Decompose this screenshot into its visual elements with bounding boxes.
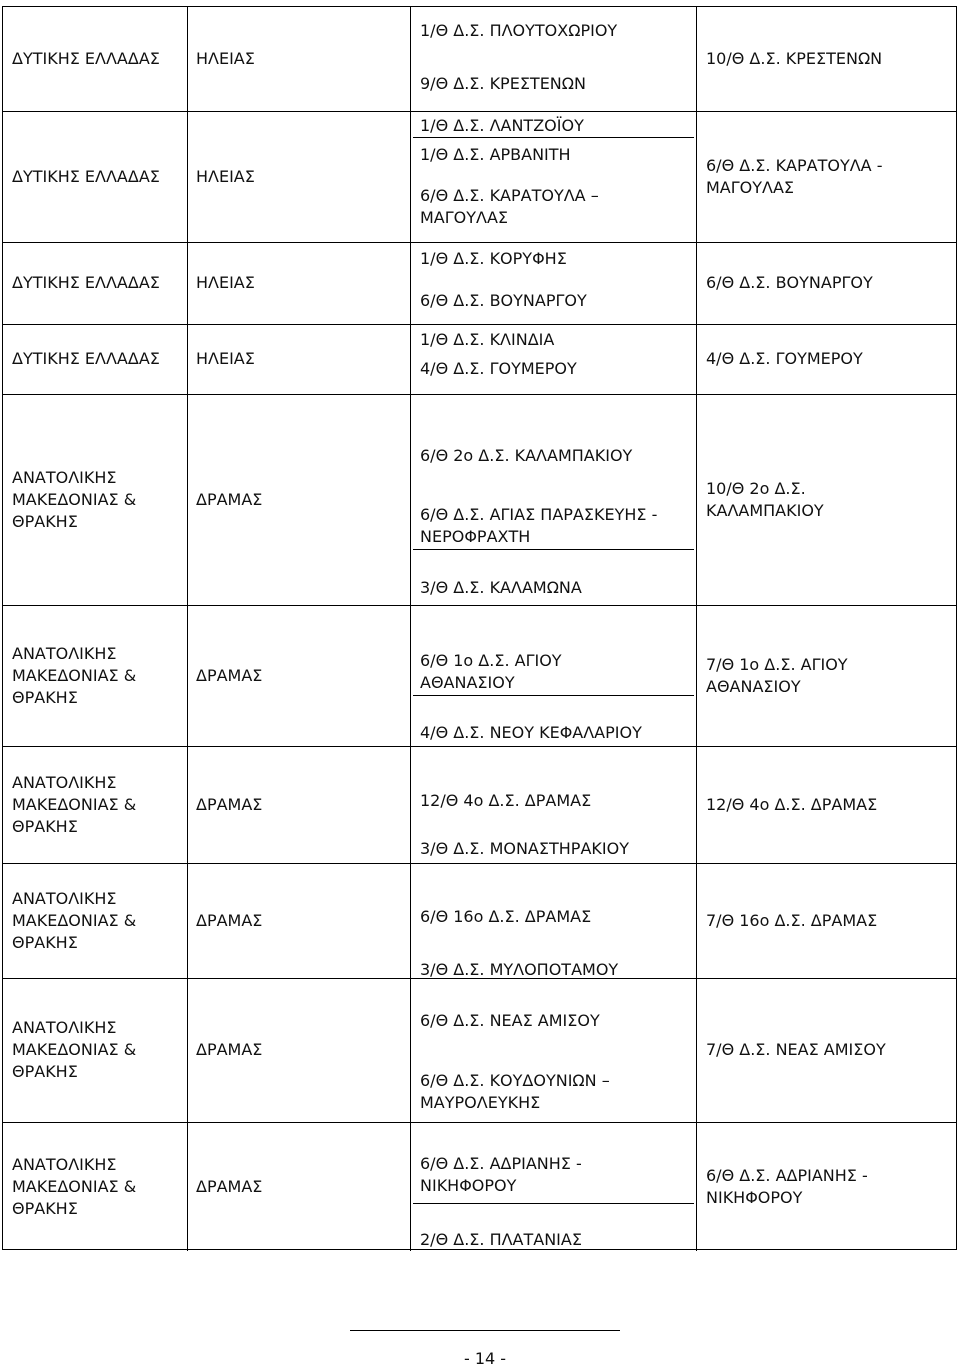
table-row — [3, 746, 956, 864]
school-entry: 6/Θ Δ.Σ. ΝΕΑΣ ΑΜΙΣΟΥ — [420, 1011, 600, 1030]
table-row — [3, 7, 956, 112]
school-entry: 2/Θ Δ.Σ. ΠΛΑΤΑΝΙΑΣ — [420, 1230, 582, 1249]
prefecture-cell: ΔΡΑΜΑΣ — [196, 489, 263, 509]
result-cell: 12/Θ 4ο Δ.Σ. ΔΡΑΜΑΣ — [706, 794, 878, 814]
result-cell: 7/Θ Δ.Σ. ΝΕΑΣ ΑΜΙΣΟΥ — [706, 1040, 886, 1059]
prefecture-cell: ΔΡΑΜΑΣ — [196, 665, 263, 685]
region-cell: ΑΝΑΤΟΛΙΚΗΣ ΜΑΚΕΔΟΝΙΑΣ & ΘΡΑΚΗΣ — [12, 888, 137, 952]
school-entry: 6/Θ Δ.Σ. ΚΟΥΔΟΥΝΙΩΝ – ΜΑΥΡΟΛΕΥΚΗΣ — [420, 1071, 610, 1112]
region-cell: ΔΥΤΙΚΗΣ ΕΛΛΑΔΑΣ — [12, 349, 160, 368]
region-cell: ΑΝΑΤΟΛΙΚΗΣ ΜΑΚΕΔΟΝΙΑΣ & ΘΡΑΚΗΣ — [12, 772, 137, 836]
table-row — [3, 111, 956, 243]
school-entry: 6/Θ Δ.Σ. ΑΓΙΑΣ ΠΑΡΑΣΚΕΥΗΣ - ΝΕΡΟΦΡΑΧΤΗ — [420, 505, 658, 546]
table-row — [3, 1122, 956, 1251]
school-entry: 3/Θ Δ.Σ. ΜΟΝΑΣΤΗΡΑΚΙΟΥ — [420, 839, 629, 858]
result-cell: 6/Θ Δ.Σ. ΑΔΡΙΑΝΗΣ - ΝΙΚΗΦΟΡΟΥ — [706, 1165, 868, 1207]
region-cell: ΑΝΑΤΟΛΙΚΗΣ ΜΑΚΕΔΟΝΙΑΣ & ΘΡΑΚΗΣ — [12, 1018, 137, 1081]
table-row — [3, 242, 956, 325]
table-row — [3, 324, 956, 395]
school-entry: 1/Θ Δ.Σ. ΠΛΟΥΤΟΧΩΡΙΟΥ — [420, 21, 618, 40]
school-entry: 3/Θ Δ.Σ. ΚΑΛΑΜΩΝΑ — [420, 578, 582, 597]
school-entry: 6/Θ 16ο Δ.Σ. ΔΡΑΜΑΣ — [420, 907, 592, 926]
prefecture-cell: ΗΛΕΙΑΣ — [196, 49, 255, 68]
school-entry: 4/Θ Δ.Σ. ΝΕΟΥ ΚΕΦΑΛΑΡΙΟΥ — [420, 723, 642, 742]
school-entry: 4/Θ Δ.Σ. ΓΟΥΜΕΡΟΥ — [420, 359, 577, 378]
school-entry: 1/Θ Δ.Σ. ΛΑΝΤΖΟΪΟΥ — [420, 116, 584, 135]
prefecture-cell: ΔΡΑΜΑΣ — [196, 1176, 263, 1196]
table-row — [3, 978, 956, 1123]
region-cell: ΑΝΑΤΟΛΙΚΗΣ ΜΑΚΕΔΟΝΙΑΣ & ΘΡΑΚΗΣ — [12, 643, 137, 707]
prefecture-cell: ΔΡΑΜΑΣ — [196, 910, 263, 930]
result-cell: 7/Θ 16ο Δ.Σ. ΔΡΑΜΑΣ — [706, 910, 878, 930]
result-cell: 6/Θ Δ.Σ. ΚΑΡΑΤΟΥΛΑ - ΜΑΓΟΥΛΑΣ — [706, 155, 883, 197]
region-cell: ΑΝΑΤΟΛΙΚΗΣ ΜΑΚΕΔΟΝΙΑΣ & ΘΡΑΚΗΣ — [12, 467, 137, 531]
result-cell: 4/Θ Δ.Σ. ΓΟΥΜΕΡΟΥ — [706, 349, 863, 368]
page-footer — [350, 1330, 620, 1366]
prefecture-cell: ΗΛΕΙΑΣ — [196, 166, 255, 186]
table-row — [3, 863, 956, 979]
page-number: - 14 - — [463, 1349, 507, 1368]
result-cell: 10/Θ Δ.Σ. ΚΡΕΣΤΕΝΩΝ — [706, 49, 883, 68]
result-cell: 10/Θ 2ο Δ.Σ. ΚΑΛΑΜΠΑΚΙΟΥ — [706, 478, 824, 520]
region-cell: ΔΥΤΙΚΗΣ ΕΛΛΑΔΑΣ — [12, 166, 160, 186]
schools-table — [2, 6, 957, 1250]
school-entry: 6/Θ Δ.Σ. ΚΑΡΑΤΟΥΛΑ – ΜΑΓΟΥΛΑΣ — [420, 186, 599, 227]
region-cell: ΔΥΤΙΚΗΣ ΕΛΛΑΔΑΣ — [12, 49, 160, 68]
school-entry: 6/Θ 1ο Δ.Σ. ΑΓΙΟΥ ΑΘΑΝΑΣΙΟΥ — [420, 651, 562, 692]
prefecture-cell: ΗΛΕΙΑΣ — [196, 273, 255, 292]
result-cell: 7/Θ 1ο Δ.Σ. ΑΓΙΟΥ ΑΘΑΝΑΣΙΟΥ — [706, 654, 848, 696]
result-cell: 6/Θ Δ.Σ. ΒΟΥΝΑΡΓΟΥ — [706, 273, 873, 292]
prefecture-cell: ΗΛΕΙΑΣ — [196, 349, 255, 368]
region-cell: ΔΥΤΙΚΗΣ ΕΛΛΑΔΑΣ — [12, 273, 160, 292]
table-row — [3, 605, 956, 747]
school-entry: 12/Θ 4ο Δ.Σ. ΔΡΑΜΑΣ — [420, 791, 592, 810]
school-entry: 6/Θ 2ο Δ.Σ. ΚΑΛΑΜΠΑΚΙΟΥ — [420, 446, 633, 465]
table-row — [3, 394, 956, 606]
school-entry: 1/Θ Δ.Σ. ΚΟΡΥΦΗΣ — [420, 249, 567, 268]
prefecture-cell: ΔΡΑΜΑΣ — [196, 794, 263, 814]
school-entry: 9/Θ Δ.Σ. ΚΡΕΣΤΕΝΩΝ — [420, 74, 586, 93]
school-entry: 1/Θ Δ.Σ. ΑΡΒΑΝΙΤΗ — [420, 145, 571, 164]
region-cell: ΑΝΑΤΟΛΙΚΗΣ ΜΑΚΕΔΟΝΙΑΣ & ΘΡΑΚΗΣ — [12, 1154, 137, 1218]
school-entry: 6/Θ Δ.Σ. ΒΟΥΝΑΡΓΟΥ — [420, 291, 587, 310]
school-entry: 1/Θ Δ.Σ. ΚΛΙΝΔΙΑ — [420, 330, 555, 349]
school-entry: 3/Θ Δ.Σ. ΜΥΛΟΠΟΤΑΜΟΥ — [420, 960, 619, 979]
prefecture-cell: ΔΡΑΜΑΣ — [196, 1040, 263, 1059]
school-entry: 6/Θ Δ.Σ. ΑΔΡΙΑΝΗΣ - ΝΙΚΗΦΟΡΟΥ — [420, 1154, 582, 1195]
